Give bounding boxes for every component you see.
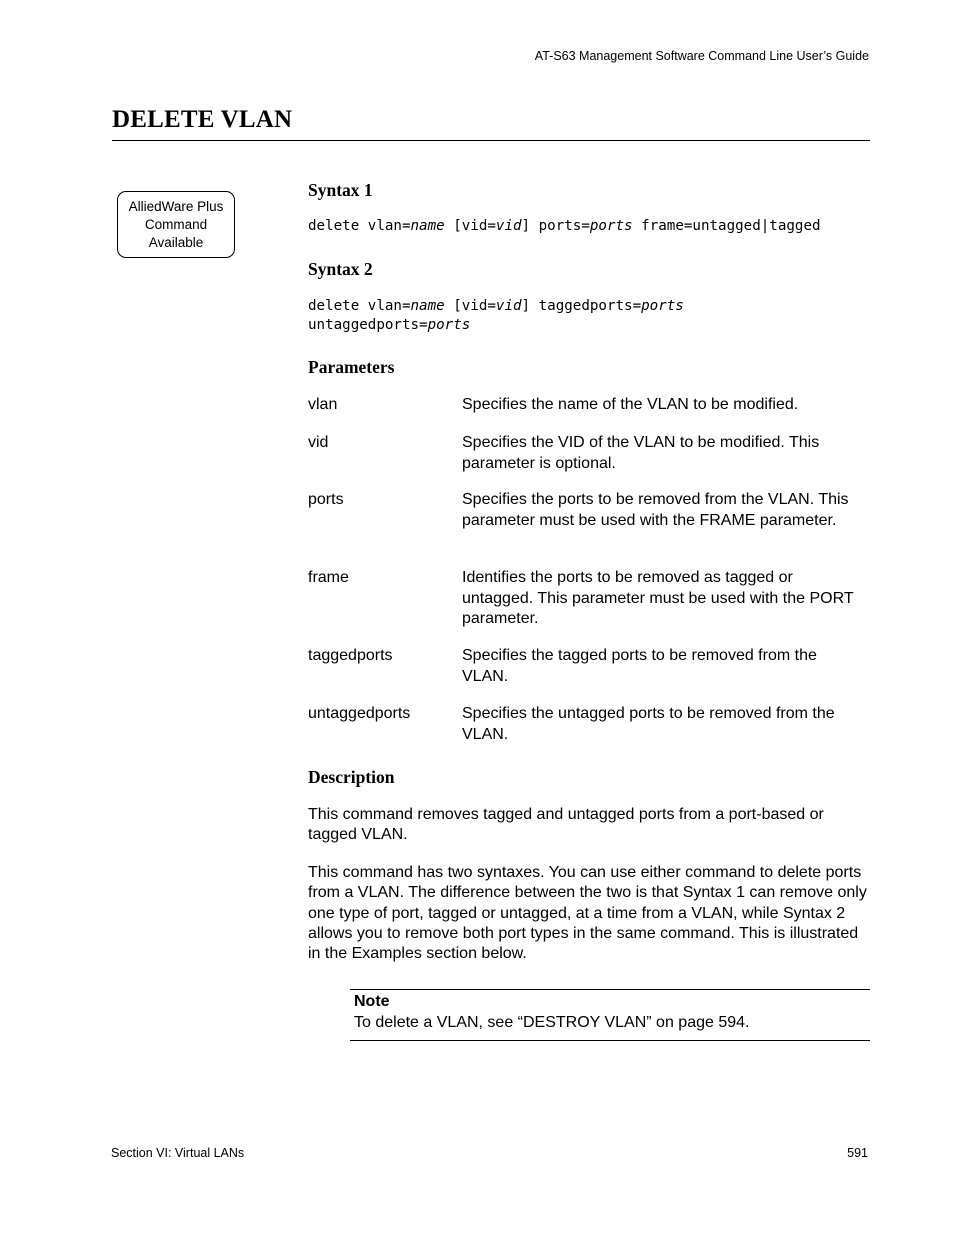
code-literal: ] ports= bbox=[521, 218, 590, 234]
syntax1-heading: Syntax 1 bbox=[308, 180, 373, 200]
title-rule bbox=[112, 140, 870, 141]
syntax2-heading: Syntax 2 bbox=[308, 259, 373, 279]
code-placeholder: ports bbox=[589, 218, 633, 234]
parameter-name: ports bbox=[308, 491, 344, 508]
code-literal: delete vlan= bbox=[308, 298, 411, 314]
code-literal: [vid= bbox=[444, 218, 496, 234]
code-placeholder: ports bbox=[641, 298, 684, 314]
description-heading: Description bbox=[308, 767, 395, 787]
note-label: Note bbox=[354, 993, 390, 1010]
code-placeholder: name bbox=[410, 298, 445, 314]
footer-page-number: 591 bbox=[847, 1146, 868, 1160]
parameter-description: Identifies the ports to be removed as tagged or untagged. This parameter must be used with the PORT parameter. bbox=[462, 569, 854, 627]
code-literal: frame=untagged|tagged bbox=[632, 218, 821, 234]
code-placeholder: ports bbox=[427, 317, 471, 333]
parameter-description: Specifies the tagged ports to be removed from the VLAN. bbox=[462, 647, 817, 685]
badge-line: Available bbox=[148, 235, 204, 250]
parameter-name: vid bbox=[308, 434, 329, 451]
description-paragraph: This command has two syntaxes. You can use either command to delete ports from a VLAN. The difference between the two is that Syntax 1 can remove only one type of port, tagged or untagged, at a time from a VLAN, while Syntax 2 allows you to remove both port types in the same command. This is illustrated in the Examples section below. bbox=[308, 864, 867, 963]
parameter-description: Specifies the untagged ports to be removed from the VLAN. bbox=[462, 705, 835, 743]
footer-section: Section VI: Virtual LANs bbox=[111, 1146, 245, 1160]
code-literal: [vid= bbox=[444, 298, 496, 314]
code-placeholder: name bbox=[410, 218, 445, 234]
code-literal: ] taggedports= bbox=[521, 298, 642, 314]
parameter-name: untaggedports bbox=[308, 705, 411, 722]
parameter-description: Specifies the name of the VLAN to be modified. bbox=[462, 396, 799, 413]
page-title: DELETE VLAN bbox=[112, 106, 293, 133]
parameters-heading: Parameters bbox=[308, 357, 395, 377]
parameter-description: Specifies the ports to be removed from the VLAN. This parameter must be used with the FRAME parameter. bbox=[462, 491, 849, 529]
badge-line: Command bbox=[144, 217, 208, 232]
alliedware-plus-badge bbox=[117, 191, 235, 258]
running-header: AT-S63 Management Software Command Line User’s Guide bbox=[534, 49, 869, 63]
parameter-name: vlan bbox=[308, 396, 338, 413]
description-paragraph: This command removes tagged and untagged ports from a port-based or tagged VLAN. bbox=[308, 806, 824, 844]
code-literal: untaggedports= bbox=[308, 317, 428, 333]
syntax1-code bbox=[308, 217, 821, 236]
parameter-name: taggedports bbox=[308, 647, 393, 664]
code-placeholder: vid bbox=[495, 218, 522, 234]
badge-line: AlliedWare Plus bbox=[128, 199, 224, 214]
syntax2-code-line1 bbox=[308, 297, 684, 316]
code-placeholder: vid bbox=[495, 298, 522, 314]
parameter-description: Specifies the VID of the VLAN to be modified. This parameter is optional. bbox=[462, 434, 820, 472]
syntax2-code-line2 bbox=[308, 316, 470, 335]
note-box bbox=[350, 989, 870, 1041]
parameter-name: frame bbox=[308, 569, 349, 586]
note-text: To delete a VLAN, see “DESTROY VLAN” on page 594. bbox=[354, 1014, 750, 1031]
code-literal: delete vlan= bbox=[308, 218, 411, 234]
